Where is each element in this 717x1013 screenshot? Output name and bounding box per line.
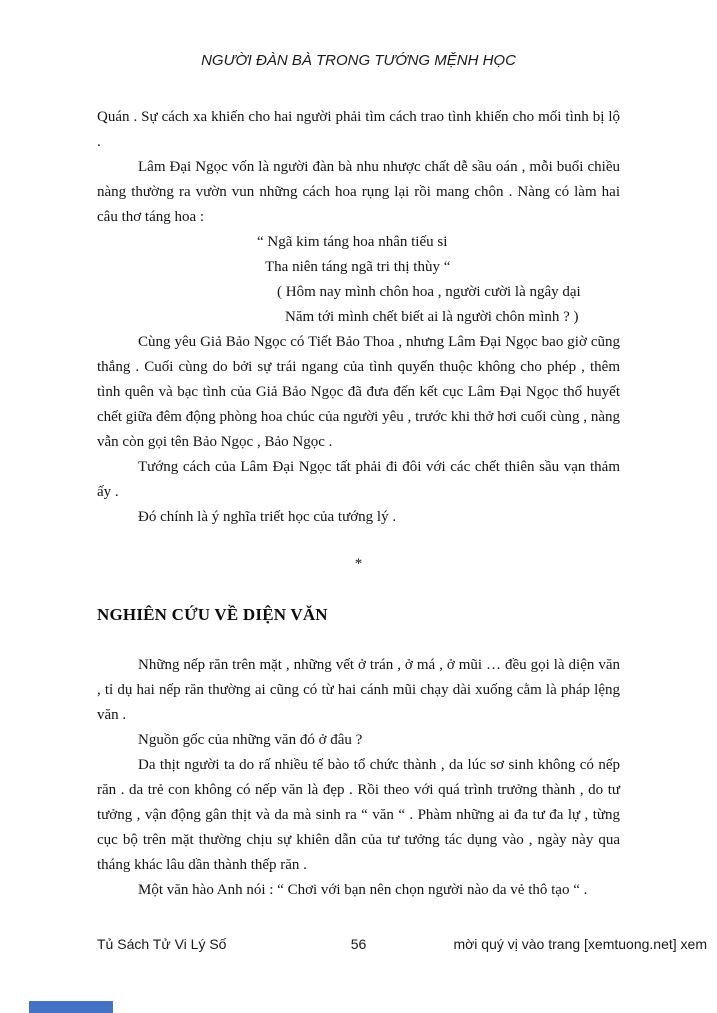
footer-site-note: mời quý vị vào trang [xemtuong.net] xem [453,936,707,952]
verse-line: Năm tới mình chết biết ai là người chôn mình ? ) [285,309,579,325]
paragraph: Một văn hào Anh nói : “ Chơi với bạn nên chọn người nào da vẻ thô tạo “ . [138,882,588,898]
paragraph: Tướng cách của Lâm Đại Ngọc tất phải đi đôi với các chết thiên sầu vạn thảm ấy . [97,459,620,500]
verse-line: “ Ngã kim táng hoa nhân tiếu si [257,234,448,250]
page-footer [0,936,717,954]
verse-block [97,230,620,330]
running-header: NGƯỜI ĐÀN BÀ TRONG TƯỚNG MỆNH HỌC [201,52,516,69]
paragraph: Da thịt người ta do rấ nhiều tế bào tổ chức thành , da lúc sơ sinh không có nếp răn . da trẻ con không có nếp văn là đẹp . Rồi theo với quá trình trưởng thành , do tư tưởng , vận động gân thịt và da mà sinh ra “ văn “ . Phàm những ai đa tư đa lự , từng cục bộ trên mặt thường chịu sự khiên dẫn của tư tưởng tác dụng vào , ngày này qua tháng khác lâu dần thành thếp răn . [97,757,620,873]
verse-line: ( Hôm nay mình chôn hoa , người cười là ngây dại [277,284,581,300]
link-highlight-bar[interactable] [29,1001,113,1013]
asterisk-separator: * [354,556,363,572]
paragraph: Cùng yêu Giả Bảo Ngọc có Tiết Bảo Thoa , nhưng Lâm Đại Ngọc bao giờ cũng thắng . Cuối cùng do bởi sự trái ngang của tình quyến thuộc không cho phép , thêm tình quên và bạc tình của Giả Bảo Ngọc đã đưa đến kết cục Lâm Đại Ngọc thổ huyết chết giữa đêm động phòng hoa chúc của người yêu , trước khi thở hơi cuối cùng , nàng vẫn còn gọi tên Bảo Ngọc , Bảo Ngọc . [97,334,620,450]
section-heading: NGHIÊN CỨU VỀ DIỆN VĂN [97,605,328,624]
page-number: 56 [350,936,367,952]
paragraph: Những nếp răn trên mặt , những vết ở trán , ở má , ở mũi … đều gọi là diện văn , tỉ dụ hai nếp răn thường ai cũng có từ hai cánh mũi chạy dài xuống cằm là pháp lệng văn . [97,657,620,723]
footer-series-title: Tủ Sách Tử Vi Lý Số [97,936,227,952]
paragraph: Nguồn gốc của những văn đó ở đâu ? [138,732,363,748]
paragraph: Lâm Đại Ngọc vốn là người đàn bà nhu nhược chất dễ sầu oán , mỗi buổi chiều nàng thường ra vườn vun những cách hoa rụng lại rồi mang chôn . Nàng có làm hai câu thơ táng hoa : [97,159,620,225]
verse-line: Tha niên táng ngã tri thị thùy “ [265,259,451,275]
body-text [97,105,620,903]
paragraph: Đó chính là ý nghĩa triết học của tướng lý . [138,509,397,525]
paragraph: Quán . Sự cách xa khiến cho hai người phải tìm cách trao tình khiến cho mối tình bị lộ . [97,109,620,150]
